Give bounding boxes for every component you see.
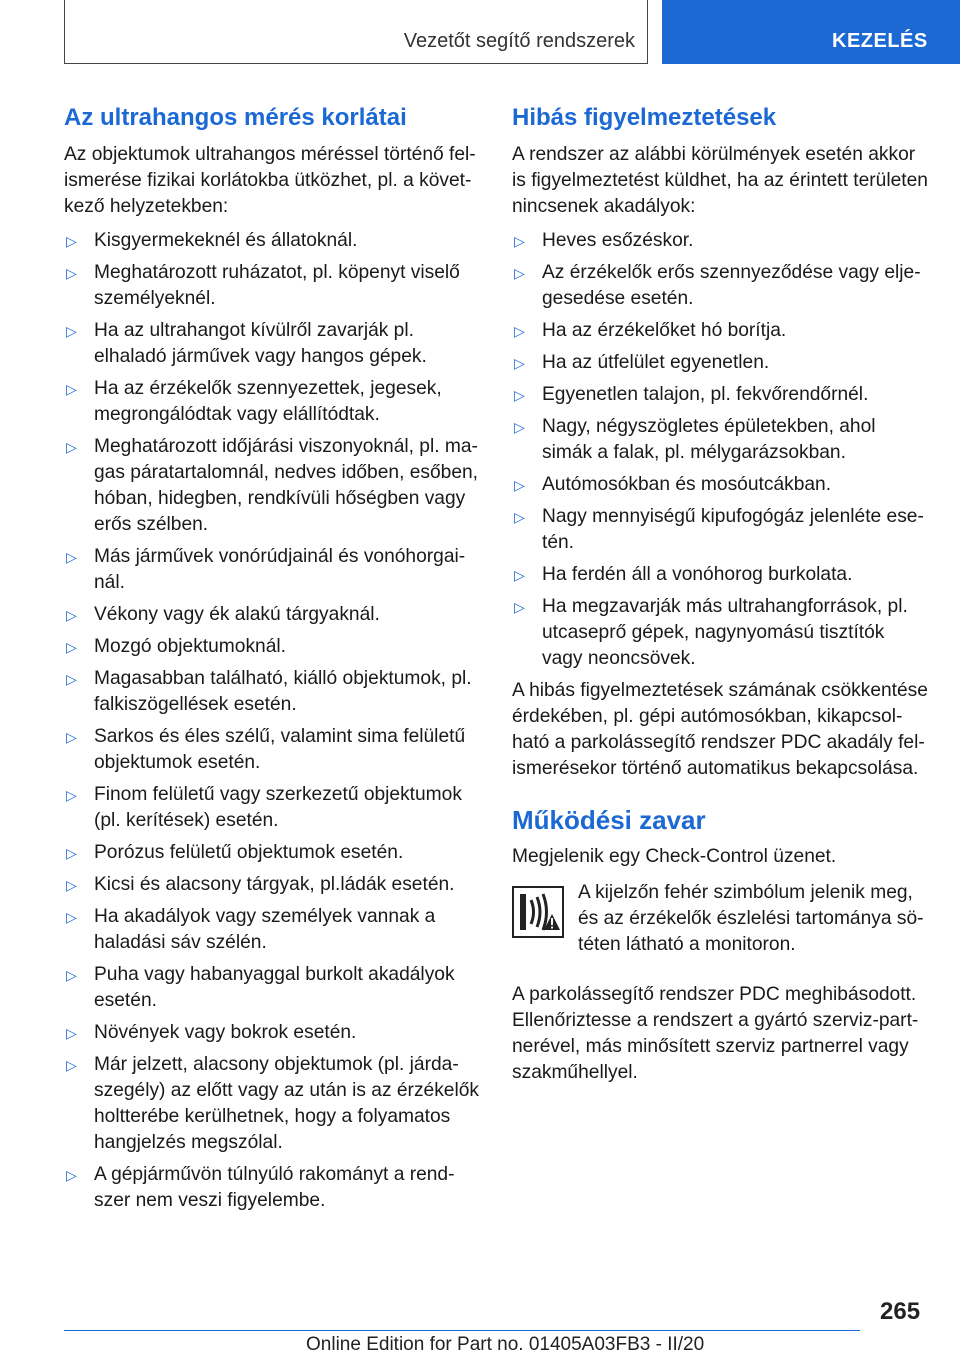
triangle-bullet-icon: ▷ (66, 233, 77, 249)
triangle-bullet-icon: ▷ (66, 1025, 77, 1041)
right-column (512, 102, 930, 1094)
list-item: ▷ Mozgó objektumoknál. (64, 634, 482, 660)
list-item: ▷ Meghatározott időjárási viszonyoknál, pl. magas páratartalomnál, nedves időben, esőben, hóban, hidegben, rendkívüli hőségben vagy erős szélben. (66, 436, 479, 535)
list-item: ▷ Ha ferdén áll a vonóhorog burkolata. (512, 562, 930, 588)
left-heading: Az ultrahangos mérés korlátai (64, 104, 407, 131)
list-item: ▷ Ha az ultrahangot kívülről zavarják pl. elhaladó járművek vagy hangos gépek. (66, 320, 427, 367)
list-item: ▷ Ha az útfelület egyenetlen. (512, 350, 930, 376)
triangle-bullet-icon: ▷ (514, 509, 525, 525)
list-item: ▷ Sarkos és éles szélű, valamint sima felületű objektumok esetén. (66, 726, 466, 773)
list-item: ▷ Finom felületű vagy szerkezetű objektumok (pl. kerítések) esetén. (66, 784, 462, 831)
triangle-bullet-icon: ▷ (66, 1057, 77, 1073)
list-item: ▷ Ha megzavarják más ultrahangforrások, pl. utcaseprő gépek, nagynyomású tisztítók vagy neoncsövek. (514, 596, 908, 669)
header-section-box (64, 0, 648, 64)
triangle-bullet-icon: ▷ (66, 265, 77, 281)
list-item: ▷ Már jelzett, alacsony objektumok (pl. járdaszegély) az előtt vagy az után is az érzékelők holtterébe kerülhetnek, hogy a folyamatos hangjelzés megszólal. (66, 1054, 480, 1153)
triangle-bullet-icon: ▷ (66, 845, 77, 861)
list-item: ▷ Nagy mennyiségű kipufogógáz jelenléte esetén. (514, 506, 924, 553)
header-tab[interactable] (662, 0, 960, 64)
triangle-bullet-icon: ▷ (66, 909, 77, 925)
footer-divider (64, 1330, 860, 1331)
left-intro: Az objektumok ultrahangos méréssel történő felismerése fizikai korlátokba ütközhet, pl. a következő helyzetekben: (64, 144, 476, 217)
right-closing: A hibás figyelmeztetések számának csökkentése érdekében, pl. gépi autómosókban, kikapcsolható a parkolássegítő rendszer PDC akadály felismerésekor történő automatikus bekapcsolása. (512, 680, 928, 779)
list-item: ▷ Porózus felületű objektumok esetén. (64, 840, 482, 866)
triangle-bullet-icon: ▷ (66, 787, 77, 803)
list-item: ▷ Az érzékelők erős szennyeződése vagy eljegesedése esetén. (514, 262, 921, 309)
right-list (512, 228, 930, 672)
list-item: ▷ Ha az érzékelőket hó borítja. (512, 318, 930, 344)
triangle-bullet-icon: ▷ (514, 599, 525, 615)
list-item: ▷ Nagy, négyszögletes épületekben, ahol simák a falak, pl. mélygarázsokban. (514, 416, 876, 463)
triangle-bullet-icon: ▷ (514, 567, 525, 583)
right-intro: A rendszer az alábbi körülmények esetén akkor is figyelmeztetést küldhet, ha az érintett területen nincsenek akadályok: (512, 144, 928, 217)
list-item: ▷ Heves esőzéskor. (512, 228, 930, 254)
triangle-bullet-icon: ▷ (66, 877, 77, 893)
list-item: ▷ Meghatározott ruházatot, pl. köpenyt viselő személyeknél. (66, 262, 460, 309)
header-tab-label: KEZELÉS (832, 30, 928, 52)
triangle-bullet-icon: ▷ (514, 323, 525, 339)
fault-closing: A parkolássegítő rendszer PDC meghibásodott. Ellenőriztesse a rendszert a gyártó szerviz-partnerével, más minősített szerviz partnerrel vagy szakműhellyel. (512, 984, 919, 1083)
triangle-bullet-icon: ▷ (514, 477, 525, 493)
fault-intro: Megjelenik egy Check-Control üzenet. (512, 846, 837, 867)
list-item: ▷ Növények vagy bokrok esetén. (64, 1020, 482, 1046)
triangle-bullet-icon: ▷ (514, 233, 525, 249)
triangle-bullet-icon: ▷ (514, 419, 525, 435)
list-item: ▷ Magasabban található, kiálló objektumok, pl. falkiszögellések esetén. (66, 668, 472, 715)
list-item: ▷ Puha vagy habanyaggal burkolt akadályok esetén. (66, 964, 455, 1011)
pdc-warning-icon (512, 886, 564, 938)
triangle-bullet-icon: ▷ (66, 549, 77, 565)
list-item: ▷ A gépjárművön túlnyúló rakományt a rendszer nem veszi figyelembe. (66, 1164, 455, 1211)
list-item: ▷ Ha az érzékelők szennyezettek, jegesek, megrongálódtak vagy elállítódtak. (66, 378, 442, 425)
fault-heading: Működési zavar (512, 805, 706, 835)
triangle-bullet-icon: ▷ (66, 729, 77, 745)
fault-icon-row (512, 880, 930, 970)
fault-icon-text: A kijelzőn fehér szimbólum jelenik meg, és az érzékelők észlelési tartománya sötéten látható a monitoron. (578, 882, 924, 955)
list-item: ▷ Kicsi és alacsony tárgyak, pl.ládák esetén. (64, 872, 482, 898)
triangle-bullet-icon: ▷ (66, 439, 77, 455)
footer-edition: Online Edition for Part no. 01405A03FB3 - II/20 (306, 1334, 705, 1355)
triangle-bullet-icon: ▷ (66, 607, 77, 623)
list-item: ▷ Vékony vagy ék alakú tárgyaknál. (64, 602, 482, 628)
list-item: ▷ Kisgyermekeknél és állatoknál. (64, 228, 482, 254)
triangle-bullet-icon: ▷ (66, 381, 77, 397)
page-number: 265 (880, 1298, 921, 1325)
triangle-bullet-icon: ▷ (514, 355, 525, 371)
triangle-bullet-icon: ▷ (66, 671, 77, 687)
left-column (64, 102, 482, 1220)
list-item: ▷ Ha akadályok vagy személyek vannak a haladási sáv szélén. (66, 906, 436, 953)
left-list (64, 228, 482, 1214)
triangle-bullet-icon: ▷ (66, 639, 77, 655)
list-item: ▷ Egyenetlen talajon, pl. fekvőrendőrnél. (512, 382, 930, 408)
list-item: ▷ Más járművek vonórúdjainál és vonóhorgainál. (66, 546, 466, 593)
triangle-bullet-icon: ▷ (514, 265, 525, 281)
triangle-bullet-icon: ▷ (66, 323, 77, 339)
list-item: ▷ Autómosókban és mosóutcákban. (512, 472, 930, 498)
triangle-bullet-icon: ▷ (66, 1167, 77, 1183)
triangle-bullet-icon: ▷ (66, 967, 77, 983)
right-heading: Hibás figyelmeztetések (512, 104, 777, 131)
triangle-bullet-icon: ▷ (514, 387, 525, 403)
header-section-title: Vezetőt segítő rendszerek (403, 30, 635, 52)
